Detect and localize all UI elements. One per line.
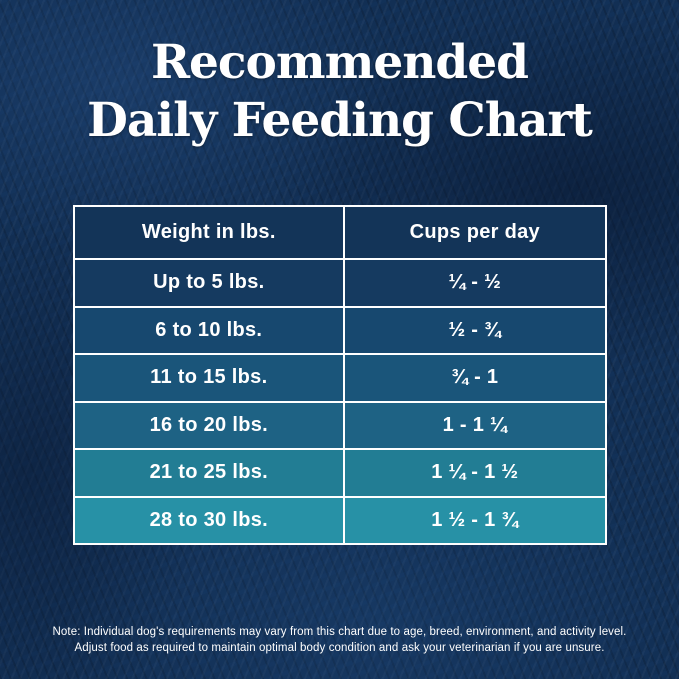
cups-cell: 1 ½ - 1 ¾ [344,497,606,545]
feeding-table [73,205,607,545]
weight-cell: 21 to 25 lbs. [74,449,344,497]
page-title-line-2: Daily Feeding Chart [87,93,592,148]
weight-cell: Up to 5 lbs. [74,259,344,307]
table-row [74,354,606,402]
table-row [74,497,606,545]
cups-cell: 1 - 1 ¼ [344,402,606,450]
cups-cell: ¼ - ½ [344,259,606,307]
cups-cell: ¾ - 1 [344,354,606,402]
weight-cell: 28 to 30 lbs. [74,497,344,545]
table-row [74,259,606,307]
table-row [74,449,606,497]
weight-cell: 11 to 15 lbs. [74,354,344,402]
column-header-weight: Weight in lbs. [74,206,344,259]
table-row [74,402,606,450]
column-header-cups: Cups per day [344,206,606,259]
disclaimer-note [0,624,679,656]
page-title [0,34,679,150]
cups-cell: ½ - ¾ [344,307,606,355]
weight-cell: 16 to 20 lbs. [74,402,344,450]
disclaimer-line-2: Adjust food as required to maintain optimal body condition and ask your veterinarian if you are unsure. [74,642,605,654]
page-title-line-1: Recommended [150,35,529,90]
table-row [74,307,606,355]
table-header-row [74,206,606,259]
disclaimer-line-1: Note: Individual dog's requirements may vary from this chart due to age, breed, environment, and activity level. [52,626,627,638]
cups-cell: 1 ¼ - 1 ½ [344,449,606,497]
weight-cell: 6 to 10 lbs. [74,307,344,355]
